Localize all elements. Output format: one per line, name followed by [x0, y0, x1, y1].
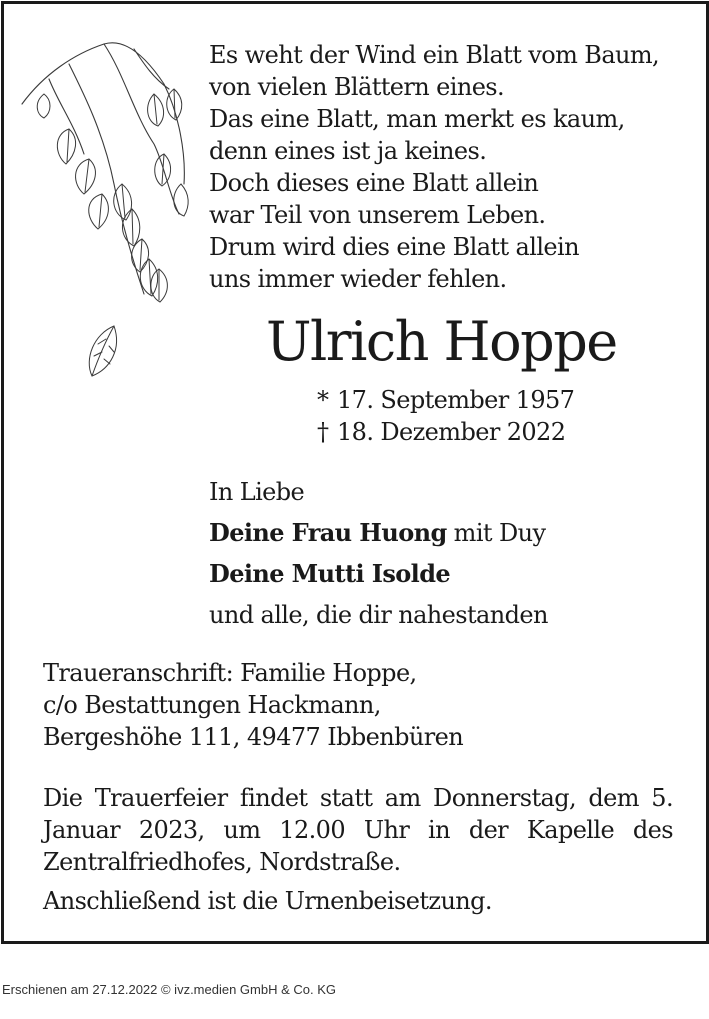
burial-text: Anschließend ist die Urnenbeisetzung. — [43, 887, 492, 915]
signers-intro: In Liebe — [209, 478, 305, 506]
signer-wife-name: Deine Frau Huong — [209, 518, 447, 547]
address-line: Traueranschrift: Familie Hoppe, — [43, 659, 417, 687]
poem-line: denn eines ist ja keines. — [209, 137, 487, 165]
mourning-address — [43, 657, 463, 753]
funeral-service-text: Die Trauerfeier findet statt am Donnerstag, dem 5. Januar 2023, um 12.00 Uhr in der Kapelle des Zentralfriedhofes, Nordstraße. — [43, 784, 673, 876]
life-dates — [317, 384, 574, 448]
signer-mother-name: Deine Mutti Isolde — [209, 559, 451, 588]
deceased-name: Ulrich Hoppe — [266, 310, 617, 373]
poem — [209, 39, 659, 295]
poem-line: Drum wird dies eine Blatt allein — [209, 233, 579, 261]
poem-line: Das eine Blatt, man merkt es kaum, — [209, 105, 625, 133]
signer-wife-suffix: mit Duy — [446, 519, 546, 547]
poem-line: Es weht der Wind ein Blatt vom Baum, — [209, 41, 660, 69]
address-line: c/o Bestattungen Hackmann, — [43, 691, 381, 719]
birch-leaves-icon — [14, 34, 194, 404]
death-date: 18. Dezember 2022 — [337, 418, 566, 446]
death-date-line — [317, 416, 574, 448]
poem-line: war Teil von unserem Leben. — [209, 201, 546, 229]
birth-date: 17. September 1957 — [337, 386, 575, 414]
address-line: Bergeshöhe 111, 49477 Ibbenbüren — [43, 723, 464, 751]
birth-symbol: * — [317, 386, 329, 414]
publication-footer: Erschienen am 27.12.2022 © ivz.medien GmbH & Co. KG — [2, 982, 337, 997]
poem-line: Doch dieses eine Blatt allein — [209, 169, 539, 197]
poem-line: uns immer wieder fehlen. — [209, 265, 507, 293]
obituary-frame — [1, 1, 709, 944]
signer-wife — [209, 517, 548, 558]
mourners — [209, 476, 548, 640]
poem-line: von vielen Blättern eines. — [209, 73, 505, 101]
signer-mother — [209, 558, 548, 599]
cross-symbol: † — [317, 418, 329, 446]
signers-others: und alle, die dir nahestanden — [209, 601, 548, 629]
birth-date-line — [317, 384, 574, 416]
